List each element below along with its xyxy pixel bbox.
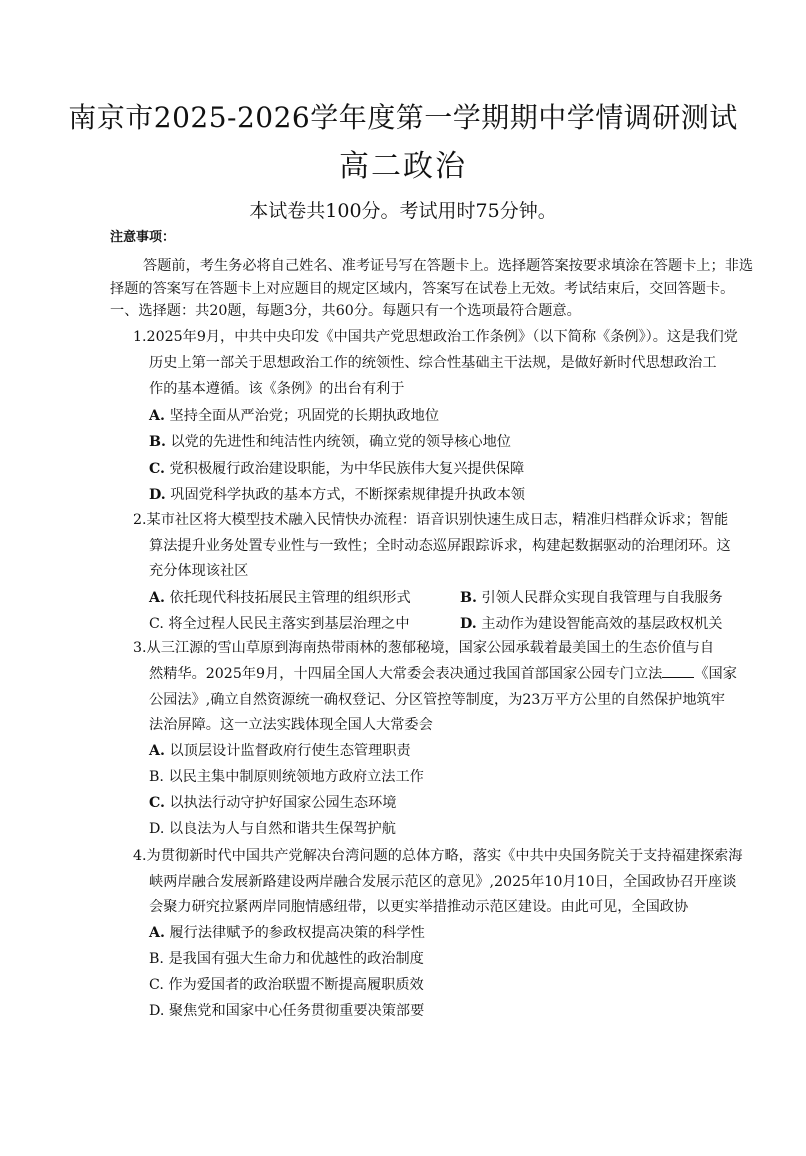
question-1-line: 作的基本遵循。该《条例》的出台有利于 xyxy=(149,381,405,397)
question-1-line: 1.2025年9月，中共中央印发《中国共产党思想政治工作条例》（以下简称《条例》）。这是我们党 xyxy=(133,329,738,345)
notice-line: 择题的答案写在答题卡上对应题目的规定区域内，答案写在试卷上无效。考试结束后，交回答题卡。 xyxy=(110,281,735,297)
q2-option-c: C. 将全过程人民民主落实到基层治理之中 xyxy=(149,616,410,632)
question-3-line: 然精华。2025年9月，十四届全国人大常委会表决通过我国首部国家公园专门立法 《国家 xyxy=(149,661,737,688)
q1-option-b: B. 以党的先进性和纯洁性内统领，确立党的领导核心地位 xyxy=(149,434,511,450)
q3-option-c: C. 以执法行动守护好国家公园生态环境 xyxy=(149,795,397,811)
question-2-line: 算法提升业务处置专业性与一致性；全时动态巡屏跟踪诉求，构建起数据驱动的治理闭环。这 xyxy=(149,538,731,554)
notice-heading: 注意事项： xyxy=(110,230,176,245)
q4-option-d: D. 聚焦党和国家中心任务贯彻重要决策部要 xyxy=(149,1003,425,1019)
q3-option-d: D. 以良法为人与自然和谐共生保驾护航 xyxy=(149,821,396,837)
exam-info: 本试卷共100分。考试用时75分钟。 xyxy=(249,200,557,222)
notice-line: 答题前，考生务必将自己姓名、准考证号写在答题卡上。选择题答案按要求填涂在答题卡上；非选 xyxy=(143,258,754,274)
q4-option-a: A. 履行法律赋予的参政权提高决策的科学性 xyxy=(149,925,425,941)
exam-title: 南京市2025-2026学年度第一学期期中学情调研测试 xyxy=(68,101,738,134)
subject-title: 高二政治 xyxy=(339,149,467,184)
q4-option-b: B. 是我国有强大生命力和优越性的政治制度 xyxy=(149,951,424,967)
question-2-line: 2.某市社区将大模型技术融入民情快办流程：语音识别快速生成日志，精准归档群众诉求；智能 xyxy=(133,512,729,528)
question-4-line: 峡两岸融合发展新路建设两岸融合发展示范区的意见》,2025年10月10日，全国政协召开座谈 xyxy=(149,874,737,890)
question-3-line: 法治屏障。这一立法实践体现全国人大常委会 xyxy=(149,717,433,733)
question-2-line: 充分体现该社区 xyxy=(149,563,249,579)
q4-option-c: C. 作为爱国者的政治联盟不断提高履职质效 xyxy=(149,977,424,993)
question-4-line: 4.为贯彻新时代中国共产党解决台湾问题的总体方略，落实《中共中央国务院关于支持福建探索海 xyxy=(133,848,743,864)
q2-option-d: D. 主动作为建设智能高效的基层政权机关 xyxy=(460,616,723,632)
q1-option-d: D. 巩固党科学执政的基本方式，不断探索规律提升执政本领 xyxy=(149,487,525,503)
q1-option-c: C. 党积极履行政治建设职能，为中华民族伟大复兴提供保障 xyxy=(149,461,525,477)
question-4-line: 会聚力研究拉紧两岸同胞情感纽带，以更实举措推动示范区建设。由此可见，全国政协 xyxy=(149,899,689,915)
q3-option-b: B. 以民主集中制原则统领地方政府立法工作 xyxy=(149,769,424,785)
q2-option-a: A. 依托现代科技拓展民主管理的组织形式 xyxy=(149,590,411,606)
answer-blank xyxy=(662,663,694,678)
question-1-line: 历史上第一部关于思想政治工作的统领性、综合性基础主干法规，是做好新时代思想政治工 xyxy=(149,355,717,371)
section-heading: 一、选择题：共20题，每题3分，共60分。每题只有一个选项最符合题意。 xyxy=(110,303,581,319)
q2-option-b: B. 引领人民群众实现自我管理与自我服务 xyxy=(460,590,723,606)
question-3-line: 3.从三江源的雪山草原到海南热带雨林的葱郁秘境，国家公园承载着最美国土的生态价值与自 xyxy=(133,640,715,656)
question-3-line: 公园法》,确立自然资源统一确权登记、分区管控等制度，为23万平方公里的自然保护地筑牢 xyxy=(149,692,725,708)
q1-option-a: A. 坚持全面从严治党；巩固党的长期执政地位 xyxy=(149,408,440,424)
q3-option-a: A. 以顶层设计监督政府行使生态管理职责 xyxy=(149,743,411,759)
